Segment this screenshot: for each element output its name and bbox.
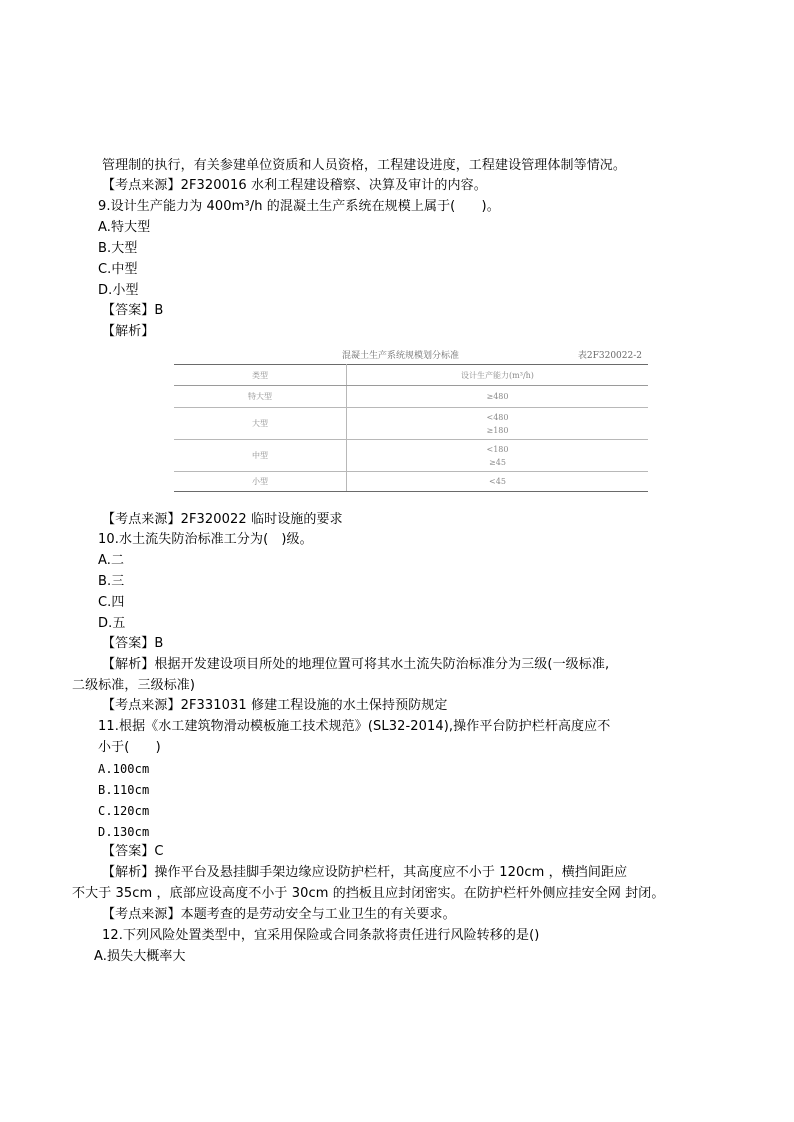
q10-explanation: 【解析】根据开发建设项目所处的地理位置可将其水土流失防治标准分为三级(一级标准, [102,657,610,672]
table-header-row [174,365,648,386]
q11-explanation: 【解析】操作平台及悬挂脚手架边缘应设防护栏杆，其高度应不小于 120cm ，横挡间距应 [102,865,628,880]
table-row [174,472,648,492]
header-type: 类型 [174,365,347,386]
table-row [174,408,648,440]
source-note-q9: 【考点来源】2F320022 临时设施的要求 [102,512,343,527]
q10-option-c: C.四 [98,595,125,610]
standard-table-figure [174,346,648,492]
q11-option-c: C.120cm [98,804,150,818]
q11-option-a: A.100cm [98,762,150,776]
question-10: 10.水土流失防治标准工分为( )级。 [98,532,313,547]
q10-explanation-cont: 二级标准，三级标准) [72,678,196,693]
question-9: 9.设计生产能力为 400m³/h 的混凝土生产系统在规模上属于( )。 [98,199,500,214]
q10-answer: 【答案】B [102,636,164,651]
capacity-value: <45 [489,477,506,486]
q9-option-d: D.小型 [98,283,139,298]
q10-option-d: D.五 [98,616,126,631]
table-row [174,440,648,472]
q9-answer: 【答案】B [102,303,164,318]
q9-explanation-label: 【解析】 [102,324,155,339]
capacity-value: ≥45 [489,457,506,467]
header-capacity: 设计生产能力(m³/h) [347,365,649,386]
question-12: 12.下列风险处置类型中，宜采用保险或合同条款将责任进行风险转移的是() [102,928,540,943]
cell-capacity [347,440,649,472]
question-11: 11.根据《水工建筑物滑动模板施工技术规范》(SL32-2014),操作平台防护栏杆高度应不 [98,719,611,734]
capacity-value: ≥480 [486,392,509,401]
source-note-q11: 【考点来源】本题考查的是劳动安全与工业卫生的有关要求。 [102,907,456,922]
source-note-q10: 【考点来源】2F331031 修建工程设施的水土保持预防规定 [102,698,448,713]
table-title: 混凝土生产系统规模划分标准 [342,351,460,361]
cell-type: 中型 [174,440,347,472]
capacity-value: <480 [486,412,509,422]
q9-option-a: A.特大型 [98,220,151,235]
table-row [174,386,648,408]
q9-option-c: C.中型 [98,262,138,277]
q9-option-b: B.大型 [98,241,138,256]
cell-capacity [347,472,649,492]
q11-option-d: D.130cm [98,825,150,839]
q10-option-a: A.二 [98,553,125,568]
capacity-value: <180 [486,444,509,454]
table-number: 表2F320022-2 [577,351,642,361]
q11-option-b: B.110cm [98,783,150,797]
cell-type: 特大型 [174,386,347,408]
cell-capacity [347,386,649,408]
source-note-q8: 【考点来源】2F320016 水利工程建设稽察、决算及审计的内容。 [102,178,487,193]
q11-answer: 【答案】C [102,844,164,859]
cell-type: 大型 [174,408,347,440]
q11-explanation-cont: 不大于 35cm ，底部应设高度不小于 30cm 的挡板且应封闭密实。在防护栏杆外侧应挂安全网 封闭。 [72,886,665,901]
q10-option-b: B.三 [98,574,125,589]
cell-type: 小型 [174,472,347,492]
cell-capacity [347,408,649,440]
text-line-continuation: 管理制的执行，有关参建单位资质和人员资格，工程建设进度，工程建设管理体制等情况。 [102,158,627,173]
capacity-value: ≥180 [486,425,509,435]
question-11-cont: 小于( ) [98,740,161,755]
q12-option-a: A.损失大概率大 [94,949,186,964]
scale-classification-table [174,364,648,492]
